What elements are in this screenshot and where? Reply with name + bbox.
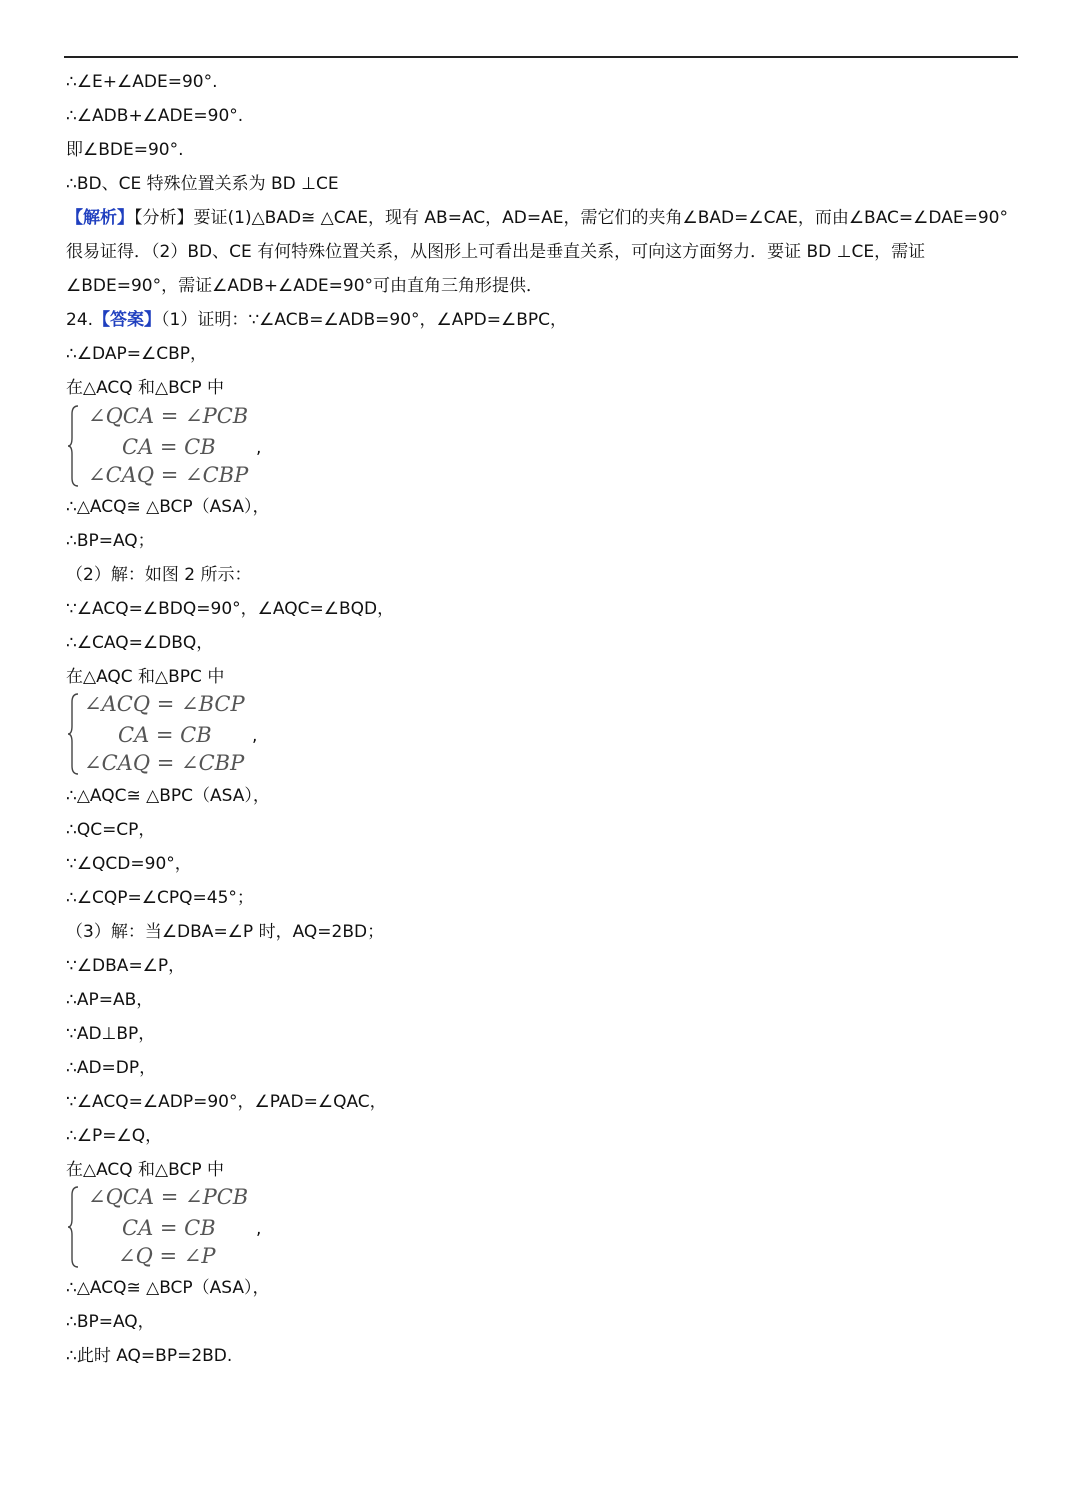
text-line: ∴△ACQ≅ △BCP（ASA）， <box>66 1278 270 1298</box>
equation: ∠QCA = ∠PCB <box>88 404 249 428</box>
text-line: ∴∠CQP=∠CPQ=45°； <box>66 888 254 908</box>
text-line: ∴∠P=∠Q， <box>66 1126 163 1146</box>
answer-tag: 【答案】 <box>93 310 162 330</box>
left-brace-icon <box>66 692 82 776</box>
text-line: ∴AP=AB， <box>66 990 154 1010</box>
text-line: ∴∠CAQ=∠DBQ， <box>66 633 214 653</box>
text-line: 很易证得．（2）BD、CE 有何特殊位置关系，从图形上可看出是垂直关系，可向这方面努力．要证 BD ⊥CE，需证 <box>66 242 926 262</box>
text-line: 在△ACQ 和△BCP 中 <box>66 1160 225 1180</box>
text-line: ∵∠ACQ=∠ADP=90°，∠PAD=∠QAC， <box>66 1092 387 1112</box>
analysis-line: 【解析】【分析】要证(1)△BAD≅ △CAE，现有 AB=AC，AD=AE，需它们的夹角∠BAD=∠CAE，而由∠BAC=∠DAE=90° <box>66 208 1008 228</box>
equation: ∠Q = ∠P <box>118 1244 216 1268</box>
system-comma: , <box>256 438 262 458</box>
text-line: （2）解：如图 2 所示： <box>66 565 252 585</box>
question-number: 24. <box>66 310 94 330</box>
text-line: 在△ACQ 和△BCP 中 <box>66 378 225 398</box>
text-line: ∴△ACQ≅ △BCP（ASA）， <box>66 497 270 517</box>
answer-line: 24.【答案】（1）证明：∵∠ACB=∠ADB=90°，∠APD=∠BPC， <box>66 310 568 330</box>
text-line: ∵∠DBA=∠P， <box>66 956 186 976</box>
text-line: ∴∠DAP=∠CBP， <box>66 344 207 364</box>
left-brace-icon <box>66 1185 82 1269</box>
equation: ∠CAQ = ∠CBP <box>84 751 245 775</box>
system-comma: , <box>256 1219 262 1239</box>
equation-system <box>66 404 326 488</box>
text-line: ∵∠ACQ=∠BDQ=90°，∠AQC=∠BQD， <box>66 599 395 619</box>
text-line: （3）解：当∠DBA=∠P 时，AQ=2BD； <box>66 922 385 942</box>
text-line: ∴∠E+∠ADE=90°. <box>66 72 218 92</box>
text-line: ∴BP=AQ， <box>66 1312 155 1332</box>
text-line: 在△AQC 和△BPC 中 <box>66 667 225 687</box>
equation: CA = CB <box>118 723 212 747</box>
equation: CA = CB <box>122 435 216 459</box>
text-line: ∴QC=CP， <box>66 820 156 840</box>
text-line: ∴∠ADB+∠ADE=90°. <box>66 106 244 126</box>
equation: ∠ACQ = ∠BCP <box>84 692 245 716</box>
text-line: ∴AD=DP， <box>66 1058 157 1078</box>
text-line: ∵∠QCD=90°， <box>66 854 192 874</box>
text-line: ∠BDE=90°，需证∠ADB+∠ADE=90°可由直角三角形提供． <box>66 276 544 296</box>
analysis-tag: 【解析】 <box>66 208 134 228</box>
text-line: ∴△AQC≅ △BPC（ASA）， <box>66 786 270 806</box>
equation: CA = CB <box>122 1216 216 1240</box>
text-line: 即∠BDE=90°. <box>66 140 184 160</box>
system-comma: , <box>252 726 258 746</box>
text-line: ∴BP=AQ； <box>66 531 155 551</box>
text-line: ∴此时 AQ=BP=2BD. <box>66 1346 233 1366</box>
text-line: ∴BD、CE 特殊位置关系为 BD ⊥CE <box>66 174 339 194</box>
header-rule <box>64 56 1018 58</box>
text-line: ∵AD⊥BP， <box>66 1024 156 1044</box>
equation-system <box>66 692 326 776</box>
equation-system <box>66 1185 326 1269</box>
equation: ∠CAQ = ∠CBP <box>88 463 249 487</box>
left-brace-icon <box>66 404 82 488</box>
equation: ∠QCA = ∠PCB <box>88 1185 249 1209</box>
